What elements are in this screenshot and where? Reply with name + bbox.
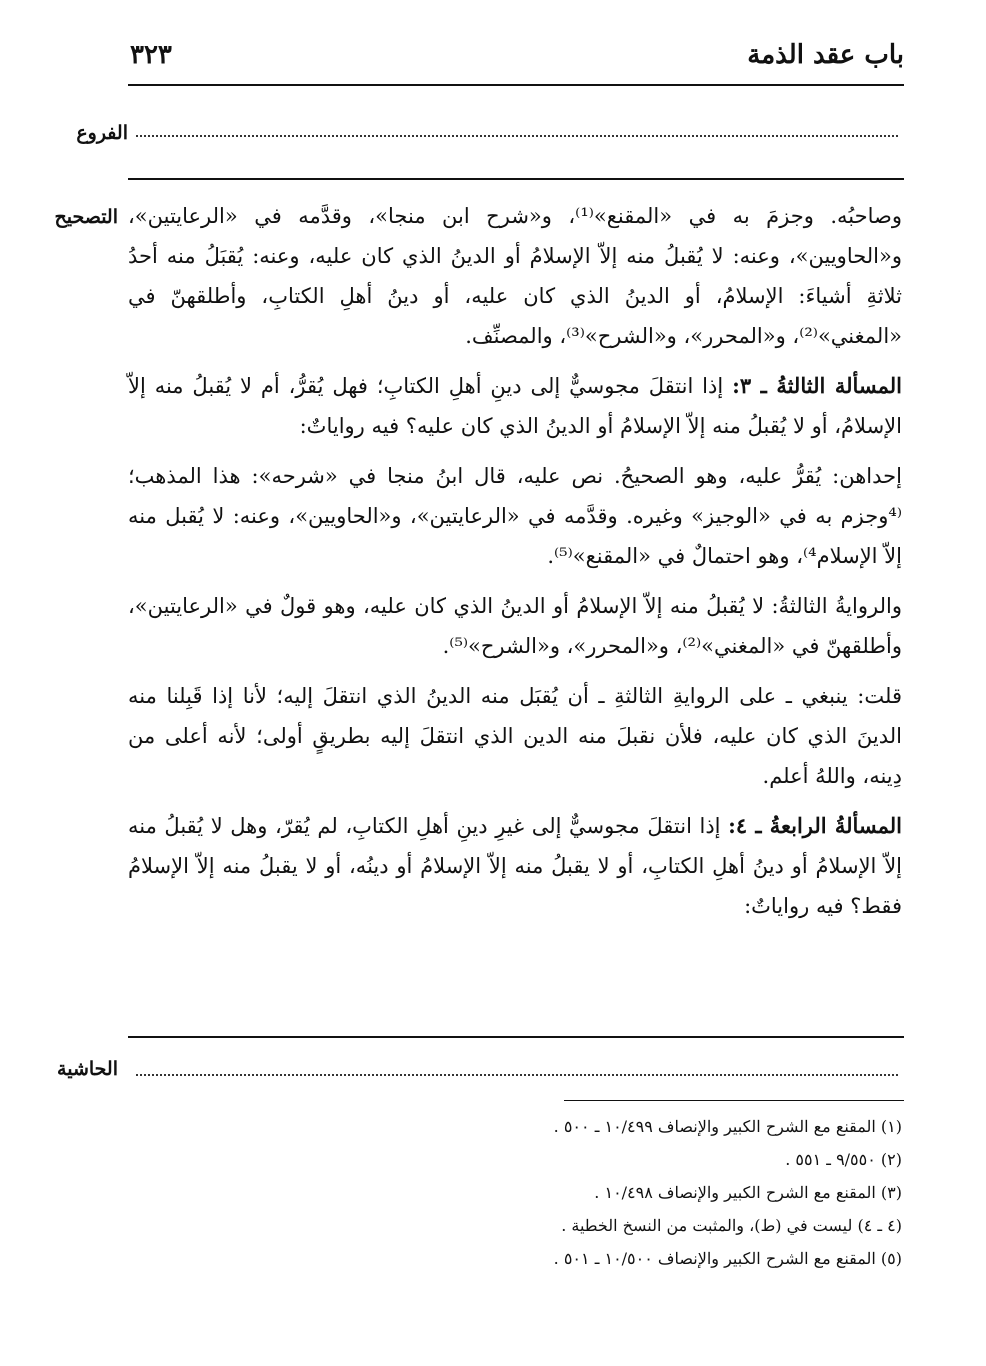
furu-dotted-line (136, 135, 898, 137)
issue-heading-4: المسألةُ الرابعةُ ـ ٤: (728, 813, 903, 838)
label-hashiya: الحاشية (57, 1058, 118, 1080)
main-text (128, 196, 902, 936)
footnote-rule (564, 1100, 904, 1101)
furu-separator (128, 178, 904, 180)
footnote-5: (٥) المقنع مع الشرح الكبير والإنصاف ١٠/٥٠٠ ـ ٥٠١ . (553, 1249, 902, 1268)
hashiya-dotted-line (136, 1074, 898, 1076)
footnote-3: (٣) المقنع مع الشرح الكبير والإنصاف ١٠/٤٩٨ . (594, 1183, 902, 1202)
paragraph-5-text: قلت: ينبغي ـ على الروايةِ الثالثةِ ـ أن يُقبَل منه الدينُ الذي انتقلَ إليه؛ لأنا إذا قَبِلنا منه الدينَ الذي كان عليه، فلأن نقبلَ منه الدين الذي انتقلَ إليه بطريقٍ أولى؛ لأنه أعلى من دِينه، واللهُ أعلم. (128, 684, 902, 788)
page-number: ٣٢٣ (130, 40, 172, 70)
paragraph-2-text: إذا انتقلَ مجوسيٌّ إلى دينِ أهلِ الكتابِ؛ فهل يُقرُّ، أم لا يُقبلُ منه إلاّ الإسلامُ، أو لا يُقبلُ منه إلاّ الإسلامُ أو الدينُ الذي كان عليه؟ فيه رواياتٌ: (128, 374, 902, 438)
paragraph-1 (128, 196, 902, 356)
paragraph-4-text: والروايةُ الثالثةُ: لا يُقبلُ منه إلاّ الإسلامُ أو الدينُ الذي كان عليه، وهو قولٌ في «الرعايتين»، وأطلقهنّ في «المغني»⁽²⁾، و«المحرر»، و«الشرح»⁽⁵⁾. (128, 594, 902, 658)
paragraph-6 (128, 806, 902, 926)
paragraph-4 (128, 586, 902, 666)
footnote-2: (٢) ٩/٥٥٠ ـ ٥٥١ . (785, 1150, 902, 1169)
chapter-title: باب عقد الذمة (747, 40, 904, 70)
label-furu: الفروع (76, 122, 128, 144)
label-tashih: التصحيح (54, 206, 118, 228)
paragraph-2 (128, 366, 902, 446)
footnotes (522, 1110, 902, 1275)
footnote-4: (٤ ـ ٤) ليست في (ط)، والمثبت من النسخ الخطية . (561, 1216, 902, 1235)
footnote-1: (١) المقنع مع الشرح الكبير والإنصاف ١٠/٤٩٩ ـ ٥٠٠ . (553, 1117, 902, 1136)
paragraph-3-text: إحداهن: يُقرُّ عليه، وهو الصحيحُ. نص عليه، قال ابنُ منجا في «شرحه»: هذا المذهب؛ ⁽⁴وجزم به في «الوجيز» وغيره. وقدَّمه في «الرعايتين»، و«الحاويين»، وعنه: لا يُقبل منه إلاّ الإسلام⁴⁾، وهو احتمالٌ في «المقنع»⁽⁵⁾. (128, 464, 902, 568)
issue-heading-3: المسألة الثالثةُ ـ ٣: (732, 373, 902, 398)
paragraph-6-text: إذا انتقلَ مجوسيٌّ إلى غيرِ دينِ أهلِ الكتابِ، لم يُقرّ، وهل لا يُقبلُ منه إلاّ الإسلامُ أو دينُ أهلِ الكتابِ، أو لا يقبلُ منه إلاّ الإسلامُ أو دينُه، أو لا يقبلُ منه إلاّ الإسلامُ فقط؟ فيه رواياتٌ: (128, 814, 902, 918)
paragraph-3 (128, 456, 902, 576)
paragraph-1-text: وصاحبُه. وجزمَ به في «المقنع»⁽¹⁾، و«شرح ابن منجا»، وقدَّمه في «الرعايتين»، و«الحاويين»، وعنه: لا يُقبلُ منه إلاّ الإسلامُ أو الدينُ الذي كان عليه، وعنه: يُقبَلُ منه أحدُ ثلاثةِ أشياءَ: الإسلامُ، أو الدينُ الذي كان عليه، أو دينُ أهلِ الكتابِ، وأطلقهنّ في «المغني»⁽²⁾، و«المحرر»، و«الشرح»⁽³⁾، والمصنِّف. (128, 204, 902, 348)
body-bottom-rule (128, 1036, 904, 1038)
paragraph-5 (128, 676, 902, 796)
header-rule (128, 84, 904, 86)
